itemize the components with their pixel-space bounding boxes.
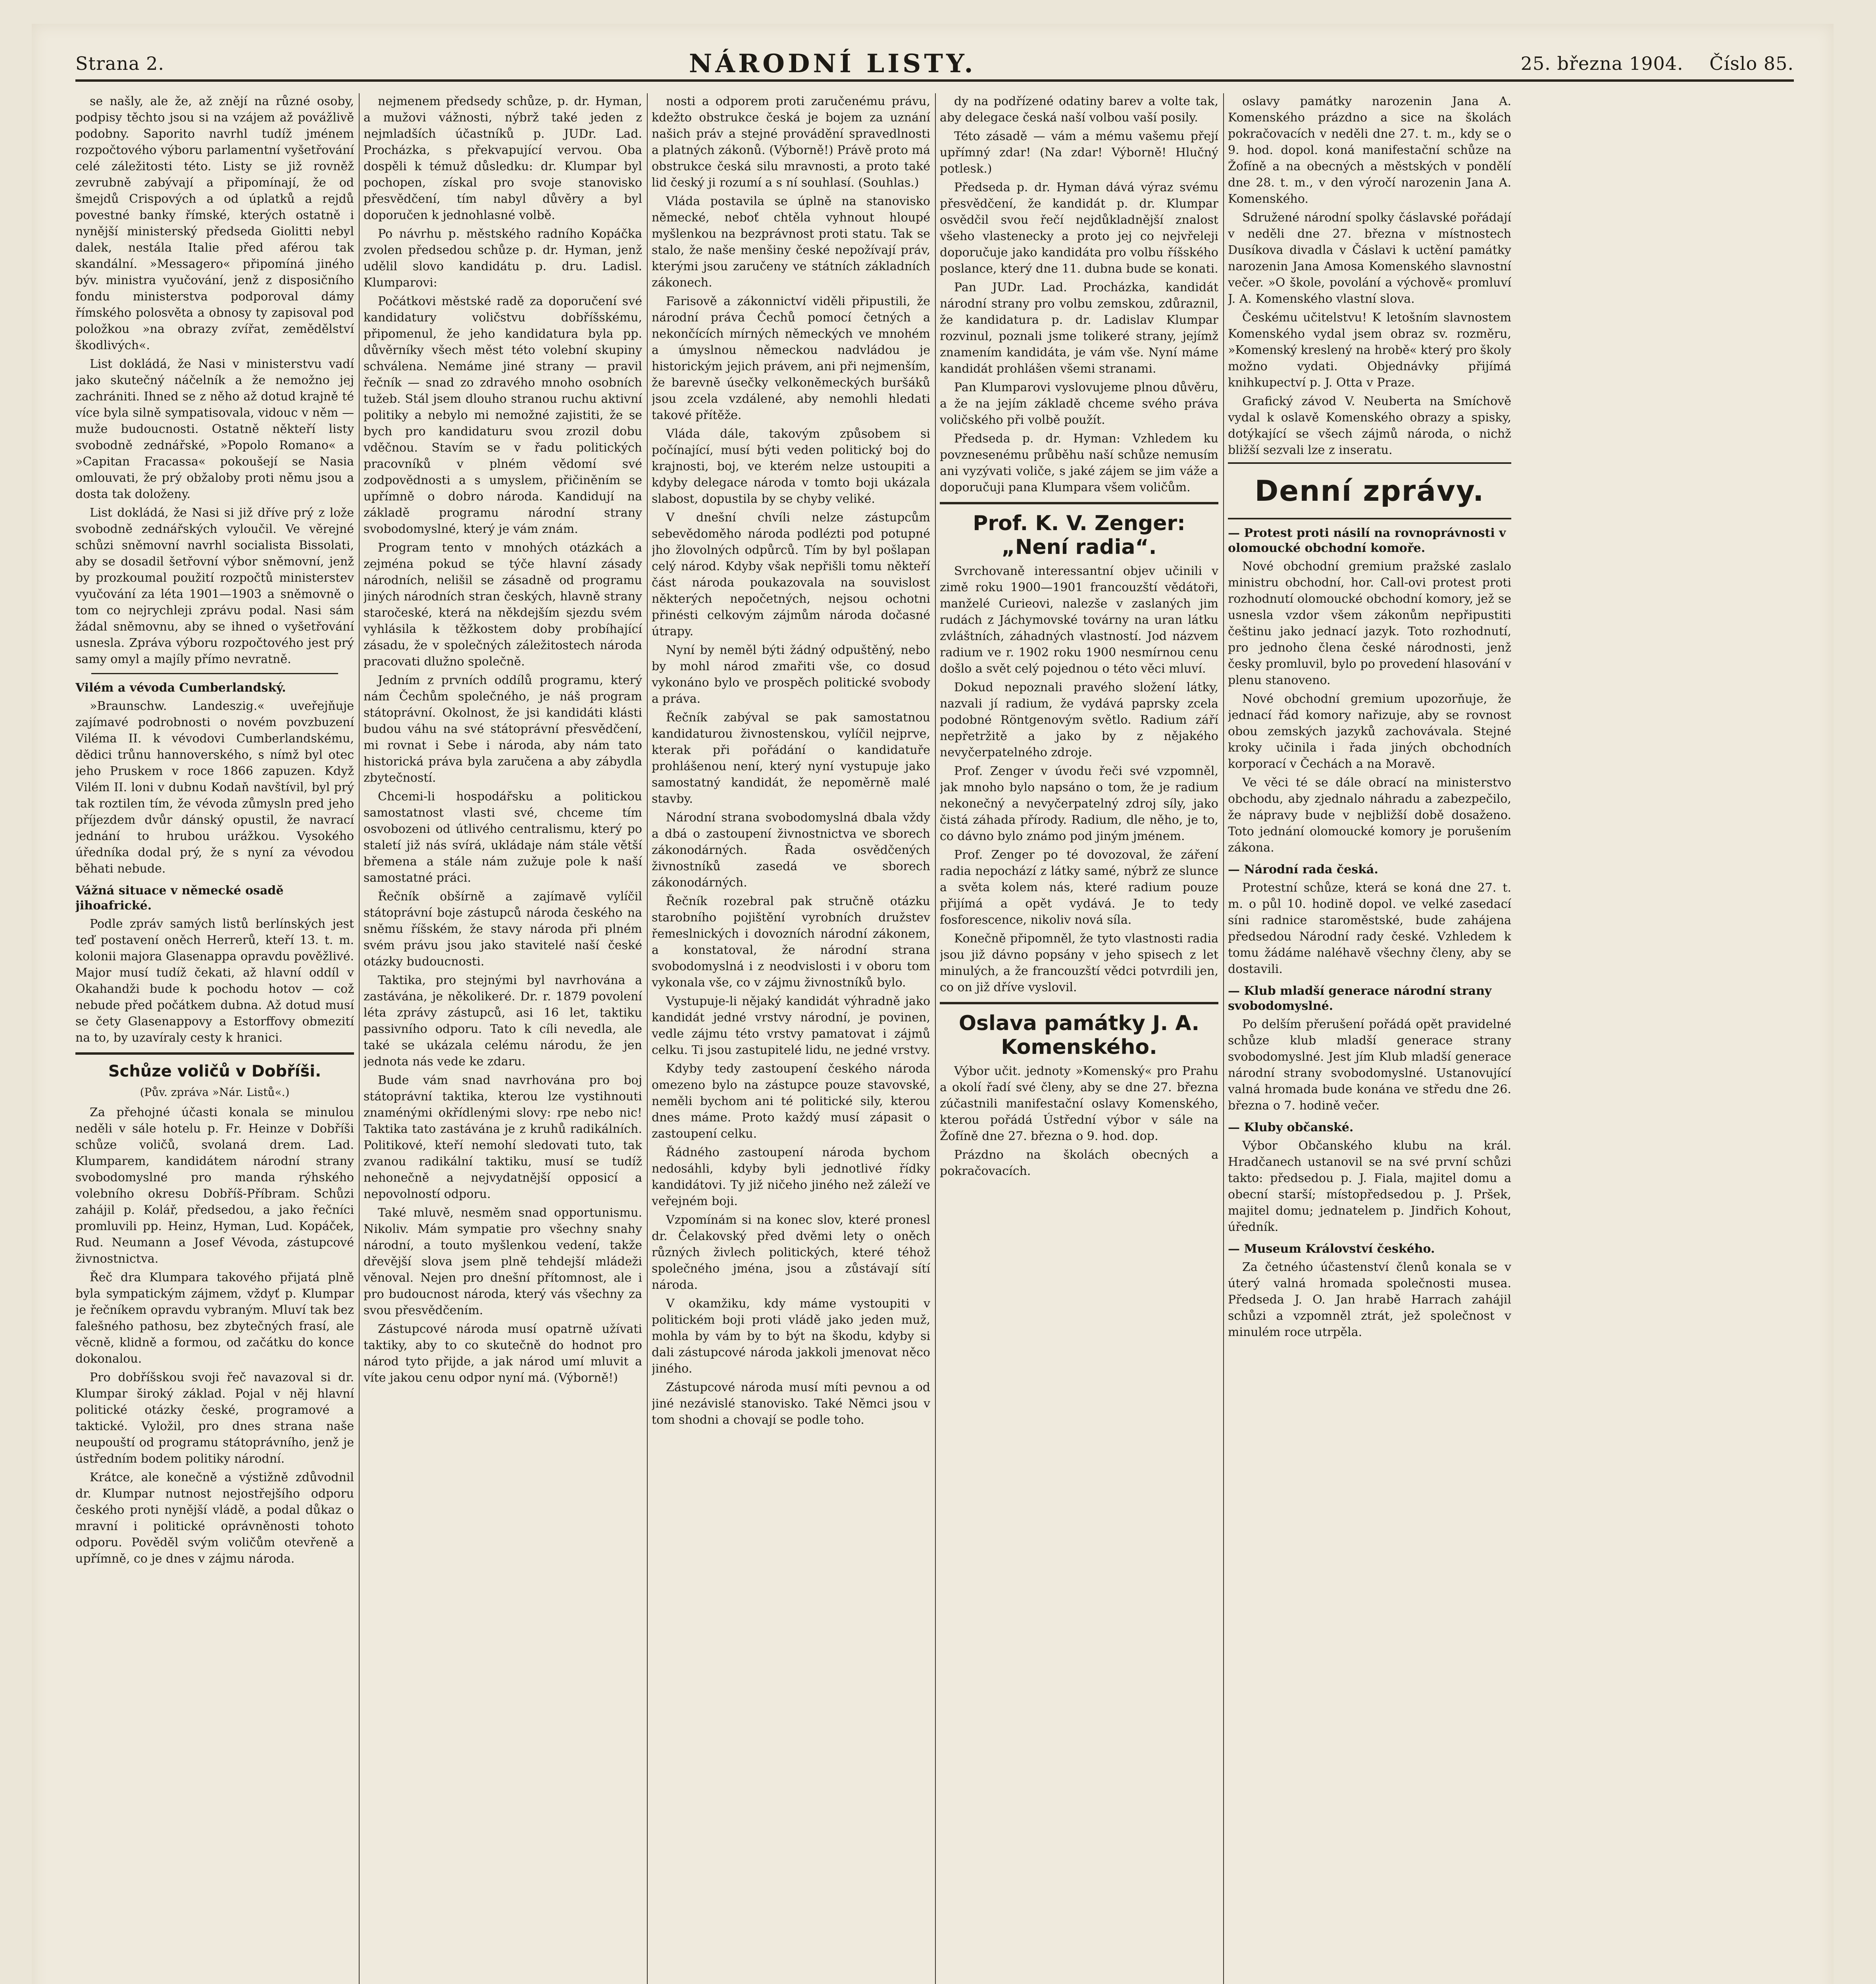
article-text: Počátkovi městské radě za doporučení své kandidatury voličstvu dobříšskému, připomenul, že jeho kandidatura byla pp. důvěrníky všech měst této volební skupiny schválena. Nemáme jiné strany — pravil řečník — snad zo zdravého mnoho osobních tužeb. Stál jsem dlouho stranou ruchu aktivní politiky a nebylo mi nemožné zajistiti, že se bych pro kandidaturu svou zrozil dobu vděčnou. Stavím se v řadu politických pracovníků v plném vědomí své zodpovědnosti a s umyslem, přičiněním se upřímně o dobro národa. Kandidují na základě programu národní strany svobodomyslné, který je vám znám. <box>364 294 642 536</box>
article-text: nejmenem předsedy schůze, p. dr. Hyman, a mužovi vážnosti, nýbrž také jeden z nejmladších účastníků p. JUDr. Lad. Procházka, s překvapující vervou. Oba dospěli k témuž důsledku: dr. Klumpar byl pochopen, získal pro svoje stanovisko přesvědčení, tím nabyl důvěry a byl doporučen k jednohlasné volbě. <box>364 94 642 222</box>
column-5 <box>1228 93 1511 1984</box>
article-headline: Oslava památky J. A. Komenského. <box>958 1011 1200 1059</box>
article-text: Dokud nepoznali pravého složení látky, nazvali jí radium, že vydává paprsky zcela podobné Röntgenovým světlo. Radium září nepřetržitě a jako by z nějakého nevyčerpatelného zdroje. <box>940 681 1218 759</box>
article-text: oslavy památky narozenin Jana A. Komenského prázdno a sice na školách pokračovacích v neděli dne 27. t. m., kdy se o 9. hod. dopol. koná manifestační schůze na Žofíně a na obecných a městských v pondělí dne 28. t. m., v den výročí narozenin Jana A. Komenského. <box>1228 94 1511 206</box>
article-text: Této zásadě — vám a mému vašemu přejí upřímný zdar! (Na zdar! Výborně! Hlučný potlesk.) <box>940 129 1218 176</box>
article-text: nosti a odporem proti zaručenému právu, kdežto obstrukce česká je bojem za uznání našich práv a stejné provádění spravedlnosti a platných zákonů. (Výborně!) Právě proto má obstrukce česká silu mravnosti, a proto také lid český ji rozumí a s ní souhlasí. (Souhlas.) <box>652 94 930 190</box>
article-text: List dokládá, že Nasi v ministerstvu vadí jako skutečný náčelník a že nemožno jej zachrániti. Ihned se z něho až dotud krajně té více byla silně sympatisovala, vidouc v něm — muže budoucnosti. Ostatně někteří listy svobodně zednářské, »Popolo Romano« a »Capitan Fracassa« pokoušejí se Nasia omlouvati, že prý obžaloby proti němu jsou a dosta tak doloženy. <box>75 357 354 501</box>
masthead <box>75 48 1794 82</box>
article-text: Zástupcové národa musí opatrně užívati taktiky, aby to co skutečně do hodnot pro národ tyto přijde, a jak národ umí mluvit a víte jakou cenu odpor nyní má. (Výborně!) <box>364 1322 642 1385</box>
article-subheading: (Pův. zpráva »Nár. Listů«.) <box>140 1086 290 1099</box>
masthead-right <box>1501 53 1794 74</box>
article-text: Krátce, ale konečně a výstižně zdůvodnil dr. Klumpar nutnost nejostřejšího odporu českého proti nynější vládě, a podal důkaz o mravní i politické oprávněnosti tohoto odporu. Pověděl svým voličům otevřeně a upřímně, co je dnes v zájmu národa. <box>75 1471 354 1566</box>
article-text: Národní strana svobodomyslná dbala vždy a dbá o zastoupení živnostnictva ve sborech zákonodárných. Řada osvědčených živnostníků zasedá ve sborech zákonodárných. <box>652 811 930 890</box>
article-text: Ve věci té se dále obrací na ministerstvo obchodu, aby zjednalo náhradu a zabezpečilo, že nápravy bude v nejbližší době dosaženo. Toto jednání olomoucké komory je porušením zákona. <box>1228 776 1511 855</box>
news-heading: — Klub mladší generace národní strany svobodomyslné. <box>1228 984 1492 1013</box>
column-rule <box>935 93 936 1984</box>
article-text: Kdyby tedy zastoupení českého národa omezeno bylo na zástupce pouze stavovské, neměli bychom ani té politické sily, kterou dnes máme. Proto každý musí zápasit o zastoupení celku. <box>652 1062 930 1141</box>
column-rule <box>1223 93 1224 1984</box>
article-text: Taktika, pro stejnými byl navrhována a zastávána, je několikeré. Dr. r. 1879 povolení léta zprávy zástupců, asi 16 let, taktiku passivního odporu. Tato k cíli nevedla, ale také se ukázala celému národu, že jen jednota nás vede ke zdaru. <box>364 973 642 1069</box>
article-text: Nyní by neměl býti žádný odpuštěný, nebo by mohl národ zmařiti vše, co dosud vykonáno bylo ve prospěch politické svobody a práva. <box>652 643 930 706</box>
article-text: Za přehojné účasti konala se minulou neděli v sále hotelu p. Fr. Heinze v Dobříši schůze voličů, svolaná drem. Lad. Klumparem, kandidátem národní strany svobodomyslné pro manda rýhského volebního okresu Dobříš-Příbram. Schůzi zahájil p. Kolář, předsedou, a jako řečníci promluvili pp. Heinz, Hyman, Lud. Kopáček, Rud. Neumann a Josef Vévoda, zástupcové živnostnictva. <box>75 1105 354 1266</box>
newspaper-page <box>32 24 1834 1984</box>
article-text: Vláda dále, takovým způsobem si počínající, musí býti veden politický boj do krajnosti, boj, ve kterém nelze ustoupiti a kdyby delegace národa v tomto boji ukázala slabost, dopustila by se chyby veliké. <box>652 427 930 506</box>
column-3 <box>652 93 930 1984</box>
article-text: Svrchovaně interessantní objev učinili v zimě roku 1900—1901 francouzští vědátoři, manželé Curieovi, nalezše v zaslaných jim rudách z Jáchymovské továrny na uran látku zvláštních, záhadných vlastností. Jod názvem radium ve r. 1902 roku 1900 nesmírnou cenu došlo a svět celý pojednou o této věci mluví. <box>940 564 1218 676</box>
article-text: Prof. Zenger v úvodu řeči své vzpomněl, jak mnoho bylo napsáno o tom, že je radium nekonečný a nevyčerpatelný zdroj síly, jako čistá záhada přírody. Radium, dle něho, je to, co dávno bylo známo pod jiným jménem. <box>940 764 1218 843</box>
article-text: Grafický závod V. Neuberta na Smíchově vydal k oslavě Komenského obrazy a spisky, dotýkající se všech zájmů národa, o nichž bližší sezvali lze z inseratu. <box>1228 394 1511 457</box>
article-text: Vláda postavila se úplně na stanovisko německé, neboť chtěla vyhnout hloupé myšlenkou na bezprávnost proti statu. Tak se stalo, že naše menšiny české nepožívají práv, kterými jsou zaručeny ve státních základních zákonech. <box>652 194 930 290</box>
article-text: Sdružené národní spolky čáslavské pořádají v neděli dne 27. března v místnostech Dusíkova divadla v Čáslavi k uctění památky narozenin Jana Amosa Komenského slavnostní večer. »O škole, povolání a výchově« promluví J. A. Komenského vlastní slova. <box>1228 211 1511 306</box>
article-text: »Braunschw. Landeszig.« uveřejňuje zajímavé podrobnosti o novém povzbuzení Viléma II. k vévodovi Cumberlandskému, dědici trůnu hannoverského, s nímž byl otec jeho Pruskem v roce 1866 zapuzen. Když Vilém II. loni v dubnu Kodaň navštívil, byl prý tak roztilen tím, že vévoda zůmysln pred jeho příjezdem dvůr dánský opustil, že navrací jednání to hrubou urážkou. Vysokého úředníka dodal prý, že s nyní za vévodou běhati nebude. <box>75 699 354 876</box>
article-text: Podle zpráv samých listů berlínských jest teď postavení oněch Herrerů, kteří 13. t. m. kolonii majora Glasenappa opravdu pověžlivé. Major musí tudíž čekati, až hlavní oddíl v Okahandži bude k pochodu hotov — což nebude před počátkem dubna. Až dotud musí se čety Glasenappovy a Estorffovy obmezití na to, by uzavíraly cesty k hranici. <box>75 917 354 1045</box>
column-rule <box>359 93 360 1984</box>
article-text: Vzpomínám si na konec slov, které pronesl dr. Čelakovský před dvěmi lety o oněch různých živlech politických, které téhož společného jména, jsou a zůstávají sítí národa. <box>652 1213 930 1292</box>
article-text: Výbor učit. jednoty »Komenský« pro Prahu a okolí řadí své členy, aby se dne 27. března zúčastnili manifestační oslavy Komenského, kterou pořádá Ústřední výbor v sále na Žofíně dne 27. března o 9. hod. dop. <box>940 1064 1218 1143</box>
article-text: Řádného zastoupení národa bychom nedosáhli, kdyby byli jednotlivé řídky kandidátovi. Ty již ničeho jiného než záleží ve veřejném boji. <box>652 1146 930 1208</box>
column-rule <box>647 93 648 1984</box>
article-text: List dokládá, že Nasi si již dříve prý z lože svobodně zednářských vyloučil. Ve věrejné schůzi sněmovní navrhl socialista Bissolati, aby se dosadil šetřovní výbor sněmovní, jenž by prozkoumal použití rozpočtů ministerstev vyučování za léta 1901—1903 a sněmovně o tom co nejrychleji zprávu podal. Nasi sám žádal sněmovnu, aby se ihned o vyšetřování usnesla. Zpráva výboru rozpočtového jest prý samy omyl a majíly přímo nevratně. <box>75 506 354 666</box>
article-text: V okamžiku, kdy máme vystoupiti v politickém boji proti vládě jako jeden muž, mohla by vám by to být na škodu, kdyby si dali zástupcové národa jakkoli jmenovat něco jiného. <box>652 1297 930 1376</box>
article-text: Vystupuje-li nějaký kandidát výhradně jako kandidát jedné vrstvy národní, je povinen, vedle zájmu této vrstvy pamatovat i zájmů celku. Ti jsou zastupitelé lidu, ne jedné vrstvy. <box>652 994 930 1057</box>
article-text: se našly, ale že, až znějí na různé osoby, podpisy těchto jsou si na vzájem až povážlivě podobny. Saporito navrhl tudíž jménem rozpočtového výboru parlamentní vyšetřování celé záležitosti této. Listy se již rovněž zevrubně zabývají a připomínají, že od šmejdů Crispových a od úplatků a rejdů povestné banky římské, kterých ostatně i nynější ministerský předseda Giolitti nebyl dalek, nestála Italie před aférou tak skandální. »Messagero« připomíná jiného býv. ministra vyučování, jenž z disposičního fondu ministerstva podporoval dámy římského polosvěta a obnosy ty zapisoval pod položkou »na obrazy zvířat, zemědělství škodlivých«. <box>75 94 354 352</box>
article-text: V dnešní chvíli nelze zástupcům sebevědoměho národa podlézti pod potupné jho žlovolných odpůrců. Tím by byl pošlapan celý národ. Kdyby však nepřišli tomu někteří část národa poukazovala na souvislost některých nepočetných, nejsou ochotni přinésti celkovým zájmům národa dočasné útrapy. <box>652 511 930 638</box>
article-text: Pan JUDr. Lad. Procházka, kandidát národní strany pro volbu zemskou, zdůraznil, že kandidatura p. dr. Ladislav Klumpar rozvinul, poznali jsme tolikeré strany, jejímž znamením kandidáta, je vám vše. Nyní máme kandidát prohlášen všemi stranami. <box>940 281 1218 376</box>
article-text: Jedním z prvních oddílů programu, který nám Čechům společného, je náš program státoprávní. Okolnost, že jsi kandidáti klásti budou váhu na své státoprávní přesvědčení, mi rovnat i Sebe i národa, aby nám tato historická práva byla zaručena a aby zábydla zbytečností. <box>364 673 642 785</box>
article-text: Po návrhu p. městského radního Kopáčka zvolen předsedou schůze p. dr. Hyman, jenž udělil slovo kandidátu p. dru. Ladisl. Klumparovi: <box>364 227 642 290</box>
article-text: Výbor Občanského klubu na král. Hradčanech ustanovil se na své první schůzi takto: předsedou p. J. Fiala, majitel domu a obecní starší; místopředsedou p. J. Pršek, majitel domu; jednatelem p. Jindřich Kohout, úředník. <box>1228 1139 1511 1234</box>
article-text: Českému učitelstvu! K letošním slavnostem Komenského vydal jsem obraz sv. rozměru, »Komenský kreslený na hrobě« který pro školy možno vydati. Objednávky přijímá knihkupectví p. J. Otta v Praze. <box>1228 311 1511 390</box>
article-text: Farisově a zákonnictví viděli připustili, že národní práva Čechů pomocí četných a nekončících mírných německých ve mnohém a úmyslnou německou nadvládou je historickým jejich právem, ani při nejmenším, že barevně úsečky velkoněmeckých buršáků jsou zcela vzdálené, aby nemohli hledati takové přítěže. <box>652 294 930 422</box>
divider <box>91 673 338 674</box>
divider <box>940 502 1218 504</box>
column-1 <box>75 93 354 1984</box>
article-text: Po delším přerušení pořádá opět pravidelné schůze klub mladší generace strany svobodomyslné. Jest jím Klub mladší generace národní strany svobodomyslné. Ustanovující valná hromada bude konána ve středu dne 26. března o 7. hodině večer. <box>1228 1017 1511 1113</box>
article-text: Nové obchodní gremium upozorňuje, že jednací řád komory nařizuje, aby se rovnost obou zemských jazyků zachovávala. Stejné kroky učinila i řada jiných obchodních korporací v Čechách a na Moravě. <box>1228 692 1511 771</box>
article-text: Předseda p. dr. Hyman dává výraz svému přesvědčení, že kandidát p. dr. Klumpar osvědčil svou řečí nejdůkladnější znalost všeho vlastenecky a proto jej co nejvřeleji doporučuje jako kandidáta pro volbu říšského poslance, který dne 11. dubna bude se konati. <box>940 181 1218 276</box>
page-number: Strana 2. <box>75 53 164 74</box>
article-text: Bude vám snad navrhována pro boj státoprávní taktika, kterou lze vystihnouti znaménými okřídlenými slovy: rpe nebo nic! Taktika tato zastávána je z kruhů radikálních. Politikové, kteří nemohí sledovati tuto, tak zvanou radikální taktiku, musí se tudíž nehonečně a nejvydatnější opposicí a nepovolností odporu. <box>364 1073 642 1201</box>
article-headline: Prof. K. V. Zenger: „Není radia“. <box>973 511 1185 559</box>
article-heading: Vilém a vévoda Cumberlandský. <box>75 681 286 695</box>
article-text: dy na podřízené odatiny barev a volte tak, aby delegace česká naší volbou vaší posily. <box>940 94 1218 125</box>
article-text: Za četného účastenství členů konala se v úterý valná hromada společnosti musea. Předseda J. O. Jan hrabě Harrach zahájil schůzi a vzpomněl ztrát, jež společnost v minulém roce utrpěla. <box>1228 1260 1511 1339</box>
article-text: Zástupcové národa musí míti pevnou a od jiné nezávislé stanovisko. Také Němci jsou v tom shodni a chovají se podle toho. <box>652 1380 930 1427</box>
section-title: Denní zprávy. <box>1255 474 1485 508</box>
divider <box>940 1002 1218 1004</box>
issue-date: 25. března 1904. <box>1520 53 1684 74</box>
issue-number: Číslo 85. <box>1709 53 1794 74</box>
article-text: Chcemi-li hospodářsku a politickou samostatnost vlasti své, chceme tím osvobozeni od útlivého centralismu, který po staletí již nás svírá, ukládaje nám stále větší břemena a stále nám zužuje pole k naší samostatné práci. <box>364 790 642 885</box>
news-heading: — Kluby občanské. <box>1228 1121 1354 1134</box>
article-text: Řečník obšírně a zajímavě vylíčil státoprávní boje zástupců národa českého na sněmu říšském, že stavy národa při plném svém právu jsou jako stavitelé naší české otázky budoucnosti. <box>364 890 642 969</box>
newspaper-title: NÁRODNÍ LISTY. <box>689 48 976 79</box>
article-headline: Schůze voličů v Dobříši. <box>108 1062 321 1080</box>
divider <box>75 1052 354 1055</box>
article-text: Řečník rozebral pak stručně otázku starobního pojištění vyrobních družstev řemeslnických i dovozních národní zákonem, a konstatoval, že národní strana svobodomyslná i z neodvislosti i v oboru tom vykonala vše, co v zájmu živnostníků bylo. <box>652 894 930 990</box>
article-text: Prázdno na školách obecných a pokračovacích. <box>940 1148 1218 1178</box>
article-text: Řeč dra Klumpara takového přijatá plně byla sympatickým zájmem, vždyť p. Klumpar je řečníkem opravdu vybraným. Mluví tak bez falešného pathosu, bez zbytečných frasí, ale věcně, klidně a formou, od začátku do konce dokonalou. <box>75 1271 354 1366</box>
article-text: Prof. Zenger po té dovozoval, že záření radia nepochází z látky samé, nýbrž ze slunce a světa kolem nás, které radium pouze přijímá a opět vydává. Je to tedy fosforescence, nikoliv nová síla. <box>940 848 1218 927</box>
column-4 <box>940 93 1218 1984</box>
news-heading: — Národní rada česká. <box>1228 863 1378 877</box>
article-text: Program tento v mnohých otázkách a zejména pokud se týče hlavní zásady národních, nelišil se zásadně od programu jiných národních stran českých, hlavně strany staročeské, která na někdejším sjezdu svém vyhlásila k těžkostem doby probíhající zásadu, že v společných záležitostech národa pracovati dlužno společně. <box>364 541 642 669</box>
section-header-box <box>1228 462 1511 519</box>
article-text: Také mluvě, nesměm snad opportunismu. Nikoliv. Mám sympatie pro všechny snahy národní, a touto myšlenkou vedení, takže dřevější slova jsem plně tehdejší mládeži věnoval. Nejen pro dnešní přítomnost, ale i pro budoucnost národa, který vás všechny za svou přesvědčením. <box>364 1206 642 1317</box>
article-text: Nové obchodní gremium pražské zaslalo ministru obchodní, hor. Call-ovi protest proti rozhodnutí olomoucké obchodní komory, jež se usnesla vzdor všem zákonům nepřipustiti češtinu jako jednací jazyk. Toto rozhodnutí, pro jednoho člena české národnosti, jenž česky promluvil, bylo po provedení hlasování v plenu stanoveno. <box>1228 559 1511 687</box>
news-heading: — Protest proti násilí na rovnoprávnosti v olomoucké obchodní komoře. <box>1228 526 1506 555</box>
article-text: Protestní schůze, která se koná dne 27. t. m. o půl 10. hodině dopol. ve velké zasedací síni radnice staroměstské, bude zahájena předsedou Národní rady české. Vzhledem k tomu žádáme naléhavě všechny členy, aby se dostavili. <box>1228 881 1511 976</box>
column-2 <box>364 93 642 1984</box>
article-text: Řečník zabýval se pak samostatnou kandidaturou živnostenskou, vylíčil nejprve, kterak při pořádání o kandidatuře prohlášenou není, který nyní vystupuje jako samostatný kandidát, že nepoměrně malé stavby. <box>652 711 930 806</box>
article-text: Pro dobříšskou svoji řeč navazoval si dr. Klumpar široký základ. Pojal v něj hlavní politické otázky české, programové a taktické. Vyložil, pro dnes strana naše neupouští od programu státoprávního, jenž je ústředním bodem politiky národní. <box>75 1371 354 1466</box>
article-text: Konečně připomněl, že tyto vlastnosti radia jsou již dávno popsány v jeho spisech z let minulých, a že francouzští vědci potvrdili jen, co on již dříve vyslovil. <box>940 932 1218 994</box>
news-heading: — Museum Království českého. <box>1228 1242 1435 1256</box>
article-text: Předseda p. dr. Hyman: Vzhledem ku povznesenému průběhu naší schůze nemusím ani vyzývati voliče, s jaké zájem se jim váže a doporučuji pana Klumpara všem voličům. <box>940 432 1218 494</box>
columns <box>75 93 1794 1984</box>
article-text: Pan Klumparovi vyslovujeme plnou důvěru, a že na jejím základě chceme svého práva voličského při volbě použít. <box>940 381 1218 427</box>
article-heading: Vážná situace v německé osadě jihoafrické. <box>75 884 284 913</box>
